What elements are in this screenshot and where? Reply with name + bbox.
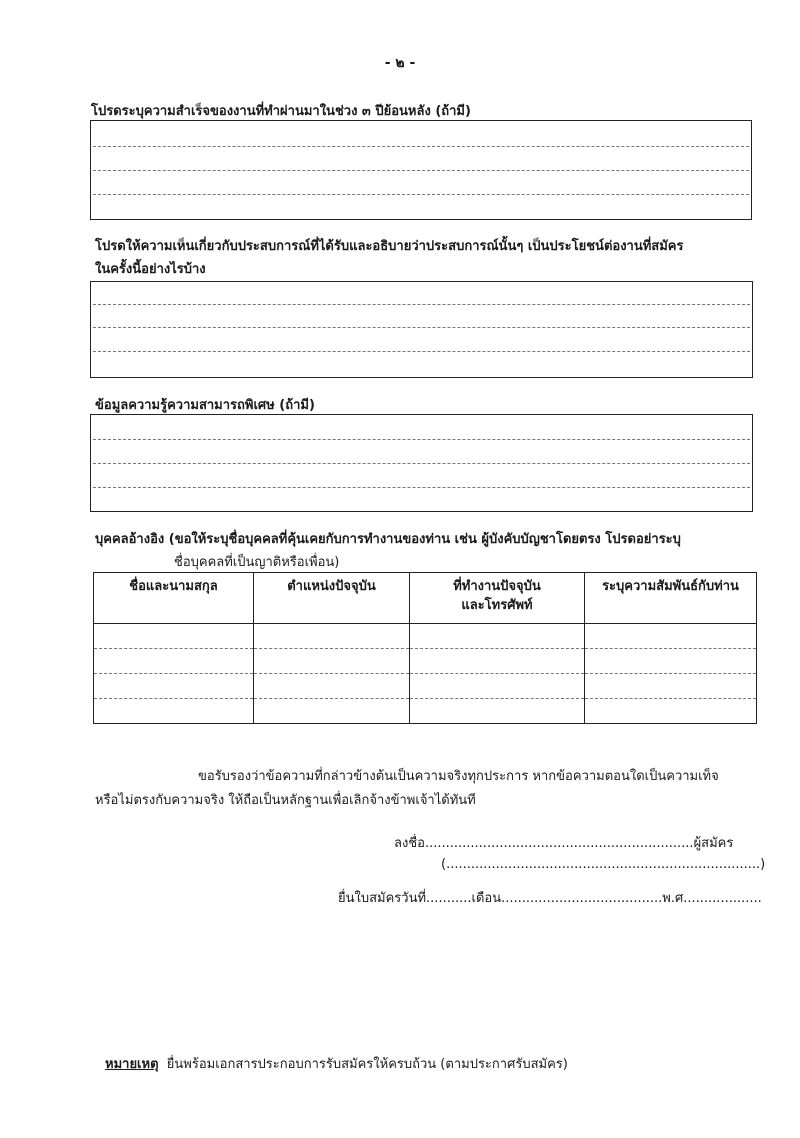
writing-line xyxy=(93,351,750,352)
writing-line xyxy=(93,304,750,305)
references-label-line1 xyxy=(95,528,681,549)
date-label: ยื่นใบสมัครวันที่ xyxy=(338,891,427,906)
sign-dots[interactable]: ................................................................. xyxy=(424,836,694,851)
table-header-row xyxy=(94,573,757,624)
special-skills-label: ข้อมูลความรู้ความสามารถพิเศษ (ถ้ามี) xyxy=(95,398,315,413)
cell-workplace[interactable] xyxy=(410,674,585,699)
month-label: เดือน xyxy=(471,891,502,906)
special-skills-box[interactable] xyxy=(90,414,753,512)
cell-name[interactable] xyxy=(94,674,254,699)
writing-line xyxy=(93,146,749,147)
col-header-workplace-line1: ที่ทำงานปัจจุบัน xyxy=(453,579,541,594)
references-label-line2: ชื่อบุคคลที่เป็นญาติหรือเพื่อน) xyxy=(174,555,340,570)
references-label-text: บุคคลอ้างอิง (ขอให้ระบุชื่อบุคคลที่คุ้นเคยกับการทำงานของท่าน เช่น ผู้บังคับบัญชาโดยตรง โปรดอย่าระบุ xyxy=(95,532,681,547)
note xyxy=(105,1053,568,1074)
cell-position[interactable] xyxy=(254,649,410,674)
table-row xyxy=(94,699,757,724)
col-header-position: ตำแหน่งปัจจุบัน xyxy=(254,573,410,624)
cell-position[interactable] xyxy=(254,674,410,699)
cell-workplace[interactable] xyxy=(410,624,585,649)
table-row xyxy=(94,649,757,674)
cell-name[interactable] xyxy=(94,699,254,724)
col-header-workplace-line2: และโทรศัพท์ xyxy=(461,598,533,613)
col-header-name: ชื่อและนามสกุล xyxy=(94,573,254,624)
achievements-label: โปรดระบุความสำเร็จของงานที่ทำผ่านมาในช่วง ๓ ปีย้อนหลัง (ถ้ามี) xyxy=(91,104,471,119)
cell-position[interactable] xyxy=(254,624,410,649)
year-dots[interactable]: ................... xyxy=(683,891,762,906)
date-line xyxy=(338,887,762,908)
signature-line xyxy=(394,832,733,853)
table-row xyxy=(94,674,757,699)
writing-line xyxy=(93,170,749,171)
writing-line xyxy=(93,327,750,328)
writing-line xyxy=(93,194,749,195)
table-row xyxy=(94,624,757,649)
printed-name-line[interactable]: (............................................................................) xyxy=(441,857,766,872)
page-number: - ๒ - xyxy=(384,55,416,71)
cell-name[interactable] xyxy=(94,649,254,674)
year-label: พ.ศ xyxy=(662,891,684,906)
certification-line1: ขอรับรองว่าข้อความที่กล่าวข้างต้นเป็นความจริงทุกประการ หากข้อความตอนใดเป็นความเท็จ xyxy=(198,769,719,784)
note-text: ยื่นพร้อมเอกสารประกอบการรับสมัครให้ครบถ้วน (ตามประกาศรับสมัคร) xyxy=(166,1057,568,1072)
cell-relationship[interactable] xyxy=(585,699,757,724)
cell-name[interactable] xyxy=(94,624,254,649)
writing-line xyxy=(93,487,750,488)
references-table xyxy=(93,572,757,724)
cell-relationship[interactable] xyxy=(585,649,757,674)
writing-line xyxy=(93,463,750,464)
cell-workplace[interactable] xyxy=(410,649,585,674)
col-header-workplace xyxy=(410,573,585,624)
cell-workplace[interactable] xyxy=(410,699,585,724)
experience-label-line1: โปรดให้ความเห็นเกี่ยวกับประสบการณ์ที่ได้รับและอธิบายว่าประสบการณ์นั้นๆ เป็นประโยชน์ต่องานที่สมัคร xyxy=(95,239,684,254)
day-dots[interactable]: ........... xyxy=(426,891,472,906)
cell-relationship[interactable] xyxy=(585,674,757,699)
applicant-label: ผู้สมัคร xyxy=(693,836,734,851)
experience-box[interactable] xyxy=(90,281,753,378)
sign-label: ลงชื่อ xyxy=(394,836,425,851)
note-label: หมายเหตุ xyxy=(105,1057,159,1072)
experience-label-line2: ในครั้งนี้อย่างไรบ้าง xyxy=(95,262,206,277)
achievements-box[interactable] xyxy=(90,120,752,220)
writing-line xyxy=(93,439,750,440)
cell-relationship[interactable] xyxy=(585,624,757,649)
col-header-relationship: ระบุความสัมพันธ์กับท่าน xyxy=(585,573,757,624)
certification-line2: หรือไม่ตรงกับความจริง ให้ถือเป็นหลักฐานเพื่อเลิกจ้างข้าพเจ้าได้ทันที xyxy=(95,793,476,808)
month-dots[interactable]: ....................................... xyxy=(501,891,663,906)
cell-position[interactable] xyxy=(254,699,410,724)
